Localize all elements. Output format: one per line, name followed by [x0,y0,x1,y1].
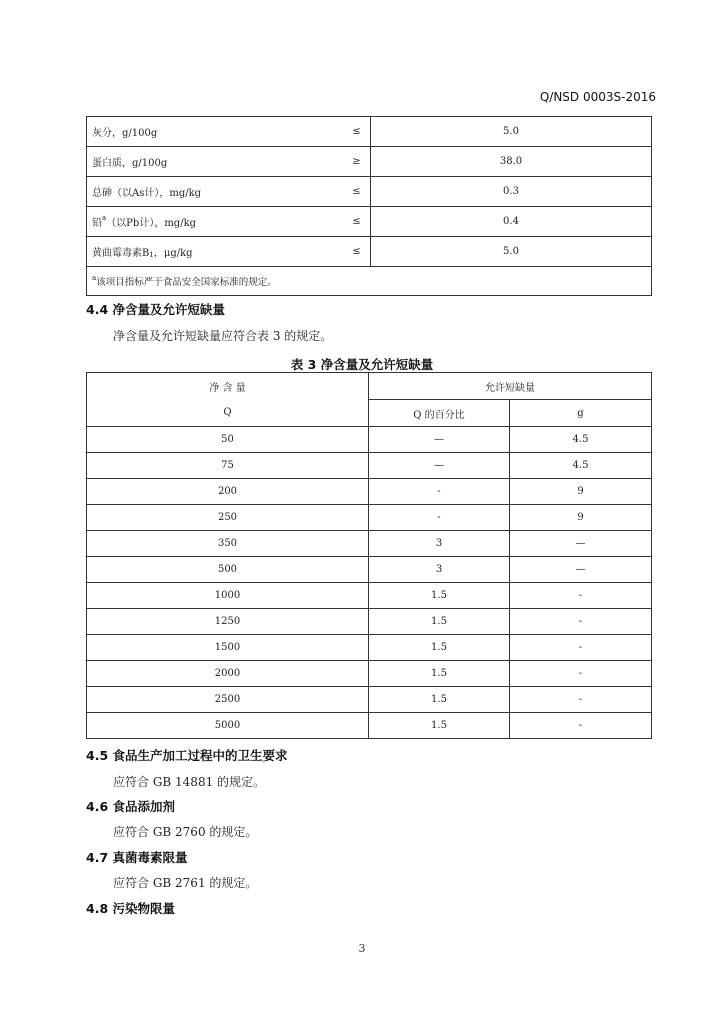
header-grams: g [510,400,652,427]
value-cell: 5.0 [371,117,652,147]
page-number: 3 [358,942,366,955]
value-cell: 0.3 [371,177,652,207]
table-row [87,713,652,739]
footnote-marker: a [102,214,107,222]
item-cell: 灰分，g/100g [87,117,344,147]
item-main: 黄曲霉毒素B [92,248,150,259]
item-cell [87,237,344,267]
q-cell: 1000 [87,583,369,609]
table-row [87,237,652,267]
q-cell: 250 [87,505,369,531]
value-cell: 0.4 [371,207,652,237]
section-title-4-5: 4.5 食品生产加工过程中的卫生要求 [86,748,288,763]
table-row [87,147,652,177]
pct-cell: 1.5 [369,583,510,609]
pct-cell: - [369,479,510,505]
operator-cell: ≤ [343,207,371,237]
item-main: 铅 [92,218,102,229]
section-text-4-4: 净含量及允许短缺量应符合表 3 的规定。 [113,329,333,343]
pct-cell: 3 [369,531,510,557]
net-content-table [86,372,652,739]
table-note [87,267,652,296]
table-row [87,479,652,505]
table-header-row [87,400,652,427]
footnote-marker: a [92,274,97,282]
g-cell: - [510,635,652,661]
pct-cell: 1.5 [369,635,510,661]
section-title-4-8: 4.8 污染物限量 [86,901,175,916]
header-percent: Q 的百分比 [369,400,510,427]
item-cell: 蛋白质，g/100g [87,147,344,177]
pct-cell: 1.5 [369,661,510,687]
table-row [87,557,652,583]
table-row [87,583,652,609]
g-cell: 9 [510,505,652,531]
section-title-4-4: 4.4 净含量及允许短缺量 [86,302,225,317]
q-cell: 75 [87,453,369,479]
header-q-symbol: Q [87,400,369,427]
pct-cell: 3 [369,557,510,583]
g-cell: - [510,583,652,609]
q-cell: 200 [87,479,369,505]
g-cell: - [510,609,652,635]
q-cell: 350 [87,531,369,557]
item-rest: （以Pb计），mg/kg [106,218,197,229]
q-cell: 1500 [87,635,369,661]
section-title-4-7: 4.7 真菌毒素限量 [86,850,188,865]
table-row [87,609,652,635]
operator-cell: ≥ [343,147,371,177]
pct-cell: 1.5 [369,609,510,635]
table-caption: 表 3 净含量及允许短缺量 [290,357,434,372]
pct-cell: — [369,453,510,479]
item-rest: ，μg/kg [153,248,193,259]
table-header-row [87,373,652,400]
g-cell: - [510,661,652,687]
pct-cell: 1.5 [369,687,510,713]
q-cell: 2000 [87,661,369,687]
table-row [87,453,652,479]
operator-cell: ≤ [343,117,371,147]
q-cell: 500 [87,557,369,583]
g-cell: 4.5 [510,453,652,479]
table-row [87,687,652,713]
table-row [87,117,652,147]
section-title-4-6: 4.6 食品添加剂 [86,799,175,814]
value-cell: 5.0 [371,237,652,267]
g-cell: — [510,531,652,557]
operator-cell: ≤ [343,237,371,267]
pct-cell: — [369,427,510,453]
g-cell: — [510,557,652,583]
table-row [87,177,652,207]
document-code: Q/NSD 0003S-2016 [539,90,656,104]
section-text-4-5: 应符合 GB 14881 的规定。 [113,775,266,789]
g-cell: - [510,713,652,739]
q-cell: 1250 [87,609,369,635]
note-text: 该项目指标严于食品安全国家标准的规定。 [96,277,277,288]
pct-cell: - [369,505,510,531]
indicator-table [86,116,652,296]
value-cell: 38.0 [371,147,652,177]
table-row [87,635,652,661]
table-row [87,505,652,531]
operator-cell: ≤ [343,177,371,207]
subscript: 1 [149,251,154,259]
table-row [87,427,652,453]
section-text-4-7: 应符合 GB 2761 的规定。 [113,876,258,890]
table-row [87,207,652,237]
header-net-content: 净 含 量 [87,373,369,400]
item-cell [87,207,344,237]
table-note-row [87,267,652,296]
table-row [87,661,652,687]
section-text-4-6: 应符合 GB 2760 的规定。 [113,825,258,839]
header-shortage: 允许短缺量 [369,373,652,400]
table-row [87,531,652,557]
g-cell: 4.5 [510,427,652,453]
q-cell: 50 [87,427,369,453]
pct-cell: 1.5 [369,713,510,739]
g-cell: - [510,687,652,713]
q-cell: 2500 [87,687,369,713]
g-cell: 9 [510,479,652,505]
item-cell: 总砷（以As计），mg/kg [87,177,344,207]
q-cell: 5000 [87,713,369,739]
